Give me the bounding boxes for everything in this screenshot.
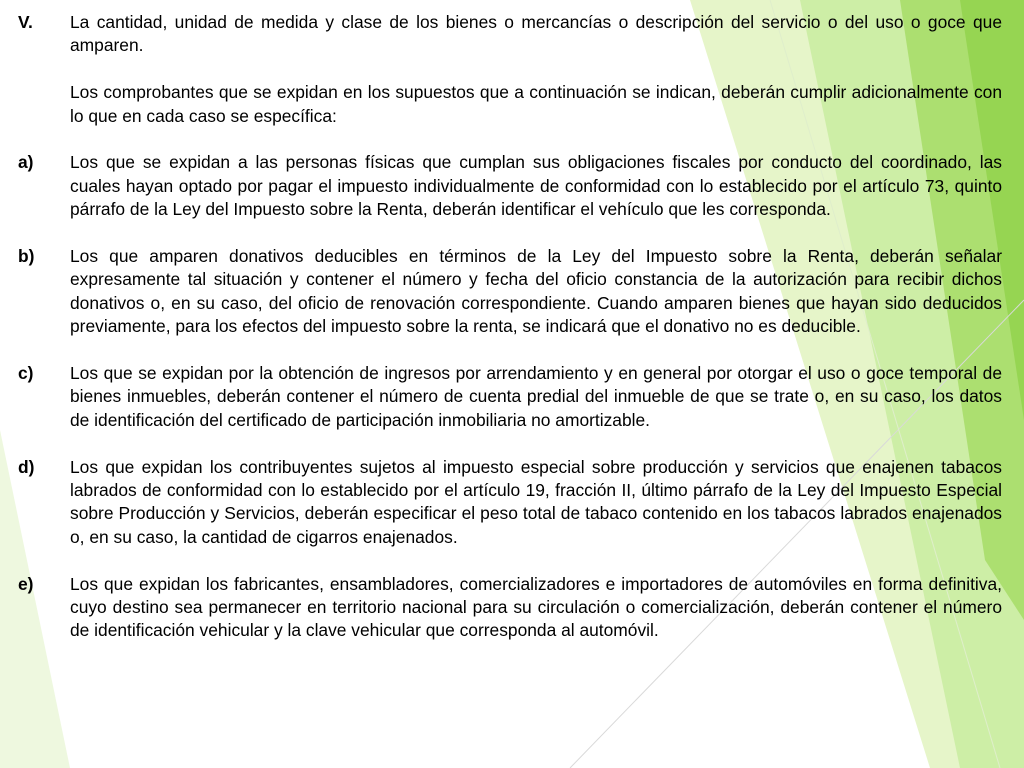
item-text: La cantidad, unidad de medida y clase de los bienes o mercancías o descripción del servicio o del uso o goce que amparen. xyxy=(70,12,1002,56)
intro-paragraph xyxy=(18,81,1002,128)
item-marker: a) xyxy=(18,152,34,173)
item-e xyxy=(18,573,1002,643)
item-text: Los que amparen donativos deducibles en términos de la Ley del Impuesto sobre la Renta, deberán señalar expresamente tal situación y contener el número y fecha del oficio constancia de la autorización para recibir dichos donativos o, en su caso, del oficio de renovación correspondiente. Cuando amparen bienes que hayan sido deducidos previamente, para los efectos del impuesto sobre la renta, se indicará que el donativo no es deducible. xyxy=(70,246,1002,337)
item-marker: V. xyxy=(18,12,33,32)
item-c xyxy=(18,362,1002,432)
item-marker: b) xyxy=(18,246,35,267)
item-marker: e) xyxy=(18,573,34,594)
item-text: Los que se expidan a las personas físicas que cumplan sus obligaciones fiscales por conducto del coordinado, las cuales hayan optado por pagar el impuesto individualmente de conformidad con lo establecido por el artículo 73, quinto párrafo de la Ley del Impuesto sobre la Renta, deberán identificar el vehículo que les corresponda. xyxy=(70,152,1002,220)
item-d xyxy=(18,456,1002,550)
item-a xyxy=(18,151,1002,221)
item-marker xyxy=(18,81,70,128)
item-marker: c) xyxy=(18,363,34,384)
item-b xyxy=(18,245,1002,339)
item-text: Los que expidan los fabricantes, ensambladores, comercializadores e importadores de automóviles en forma definitiva, cuyo destino sea permanecer en territorio nacional para su circulación o comercialización, deberán contener el número de identificación vehicular y la clave vehicular que corresponda al automóvil. xyxy=(70,573,1002,641)
document-body xyxy=(18,11,1002,643)
item-text: Los comprobantes que se expidan en los supuestos que a continuación se indican, deberán cumplir adicionalmente con lo que en cada caso se específica: xyxy=(70,82,1002,126)
item-marker: d) xyxy=(18,456,35,477)
item-text: Los que se expidan por la obtención de ingresos por arrendamiento y en general por otorgar el uso o goce temporal de bienes inmuebles, deberán contener el número de cuenta predial del inmueble de que se trate o, en su caso, los datos de identificación del certificado de participación inmobiliaria no amortizable. xyxy=(70,363,1002,430)
item-v xyxy=(18,11,1002,58)
item-text: Los que expidan los contribuyentes sujetos al impuesto especial sobre producción y servicios que enajenen tabacos labrados de conformidad con lo establecido por el artículo 19, fracción II, último párrafo de la Ley del Impuesto Especial sobre Producción y Servicios, deberán especificar el peso total de tabaco contenido en los tabacos labrados enajenados o, en su caso, la cantidad de cigarros enajenados. xyxy=(70,456,1002,547)
